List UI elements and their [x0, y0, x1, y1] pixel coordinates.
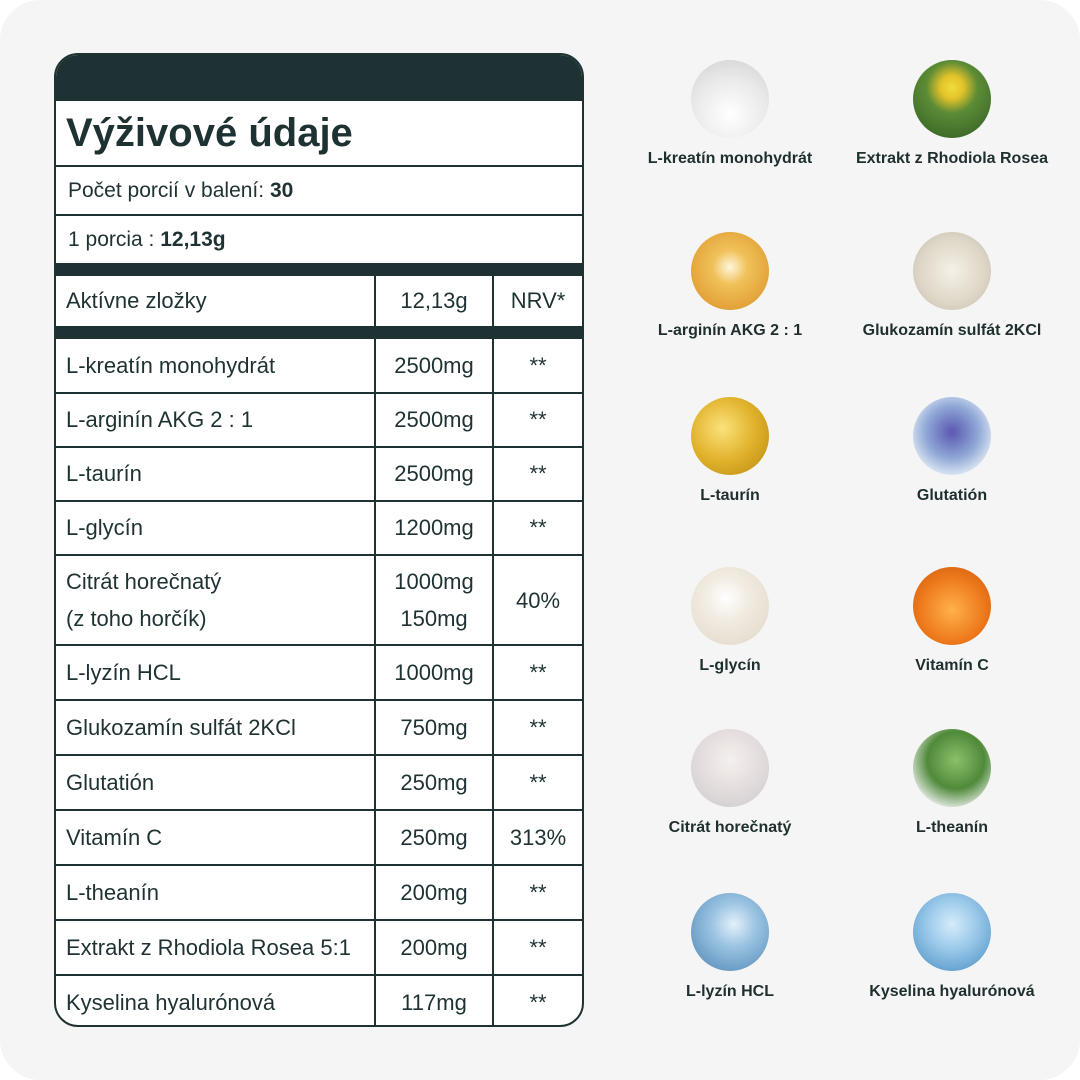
row-amount: 117mg [376, 976, 494, 1027]
ingredient-label: L-taurín [700, 487, 760, 504]
ingredient-card [852, 567, 1052, 675]
ingredient-label: Glutatión [916, 487, 988, 504]
table-row [56, 976, 582, 1027]
row-nrv: ** [529, 461, 547, 486]
row-ingredient: L-glycín [56, 502, 376, 554]
row-amount: 2500mg [376, 394, 494, 446]
ingredient-label: L-theanín [916, 819, 988, 836]
petri-dish-icon [913, 397, 991, 475]
servings-value: 30 [269, 178, 294, 202]
row-ingredient: L-arginín AKG 2 : 1 [56, 394, 376, 446]
table-row [56, 339, 582, 394]
portion-value: 12,13g [160, 227, 226, 251]
nutrition-facts-panel [54, 53, 584, 1027]
oranges-icon [913, 567, 991, 645]
row-ingredient [56, 556, 376, 644]
row-nrv: ** [529, 352, 547, 378]
divider-thick [56, 265, 582, 276]
table-row [56, 811, 582, 866]
row-nrv: ** [529, 714, 547, 740]
table-row [56, 866, 582, 921]
powder-balls-icon [691, 567, 769, 645]
row-amount: 1000mg [376, 646, 494, 699]
row-amount-line1: 1000mg [394, 569, 474, 594]
row-nrv: ** [529, 515, 547, 540]
white-powder-icon [691, 60, 769, 138]
ingredient-card [630, 232, 830, 340]
row-nrv: ** [529, 879, 547, 905]
row-ingredient: L-theanín [56, 866, 376, 919]
table-row [56, 448, 582, 502]
row-amount: 2500mg [376, 448, 494, 500]
table-header-row [56, 276, 582, 328]
row-amount: 1200mg [376, 502, 494, 554]
row-nrv: ** [529, 769, 547, 795]
ingredient-label: Extrakt z Rhodiola Rosea [855, 150, 1049, 167]
panel-header-bar [56, 55, 582, 101]
ingredient-card [630, 893, 830, 1001]
row-ingredient: Glutatión [56, 756, 376, 809]
header-amount: 12,13g [376, 276, 494, 326]
divider-thick [56, 328, 582, 339]
row-nrv: ** [529, 990, 547, 1015]
table-row [56, 701, 582, 756]
water-drop-icon [691, 893, 769, 971]
row-ingredient: L-lyzín HCL [56, 646, 376, 699]
row-ingredient: Glukozamín sulfát 2KCl [56, 701, 376, 754]
ingredient-label: L-arginín AKG 2 : 1 [657, 322, 803, 339]
header-ingredient: Aktívne zložky [56, 276, 376, 326]
ingredient-card [852, 60, 1052, 168]
ingredient-card [630, 397, 830, 505]
ingredient-label: Kyselina hyalurónová [869, 983, 1035, 1000]
ingredient-label: L-kreatín monohydrát [647, 150, 813, 167]
ingredient-card [852, 397, 1052, 505]
panel-title: Výživové údaje [56, 101, 582, 167]
row-amount: 250mg [376, 756, 494, 809]
row-amount: 750mg [376, 701, 494, 754]
golden-bubbles-icon [691, 397, 769, 475]
row-ingredient-line2: (z toho horčík) [66, 606, 207, 631]
ingredient-card [852, 232, 1052, 340]
table-row [56, 921, 582, 976]
ingredients-table [56, 276, 582, 1027]
row-amount: 200mg [376, 866, 494, 919]
ingredient-label: L-lyzín HCL [686, 983, 774, 1000]
row-nrv: 313% [509, 824, 567, 850]
row-ingredient: Vitamín C [56, 811, 376, 864]
row-amount: 2500mg [376, 339, 494, 392]
row-ingredient: L-taurín [56, 448, 376, 500]
ingredient-card [630, 729, 830, 837]
row-amount-line2: 150mg [400, 606, 468, 631]
ingredient-card [630, 60, 830, 168]
ingredient-label: Glukozamín sulfát 2KCl [862, 322, 1042, 339]
mineral-stone-icon [691, 729, 769, 807]
portion-row [56, 216, 582, 265]
portion-label: 1 porcia : [68, 227, 155, 251]
rhodiola-flower-icon [913, 60, 991, 138]
table-row [56, 502, 582, 556]
row-amount [376, 556, 494, 644]
amber-crystals-icon [691, 232, 769, 310]
ingredient-label: Citrát horečnatý [668, 819, 792, 836]
white-granules-icon [913, 232, 991, 310]
row-ingredient-line1: Citrát horečnatý [66, 569, 222, 594]
ingredient-card [852, 893, 1052, 1001]
tea-leaves-icon [913, 729, 991, 807]
ingredient-label: Vitamín C [915, 657, 989, 674]
row-ingredient: Kyselina hyalurónová [56, 976, 376, 1027]
row-ingredient: L-kreatín monohydrát [56, 339, 376, 392]
row-nrv: ** [529, 407, 547, 432]
ingredient-label: L-glycín [699, 657, 761, 674]
serum-drop-icon [913, 893, 991, 971]
table-row [56, 756, 582, 811]
table-row [56, 556, 582, 646]
ingredient-card [630, 567, 830, 675]
ingredient-card [852, 729, 1052, 837]
servings-row [56, 167, 582, 216]
row-amount: 200mg [376, 921, 494, 974]
row-amount: 250mg [376, 811, 494, 864]
row-nrv: ** [529, 934, 547, 960]
table-row [56, 394, 582, 448]
table-row [56, 646, 582, 701]
servings-label: Počet porcií v balení: [68, 178, 265, 202]
row-nrv: ** [529, 659, 547, 685]
row-ingredient: Extrakt z Rhodiola Rosea 5:1 [56, 921, 376, 974]
header-nrv: NRV* [510, 288, 566, 313]
row-nrv: 40% [515, 587, 561, 613]
